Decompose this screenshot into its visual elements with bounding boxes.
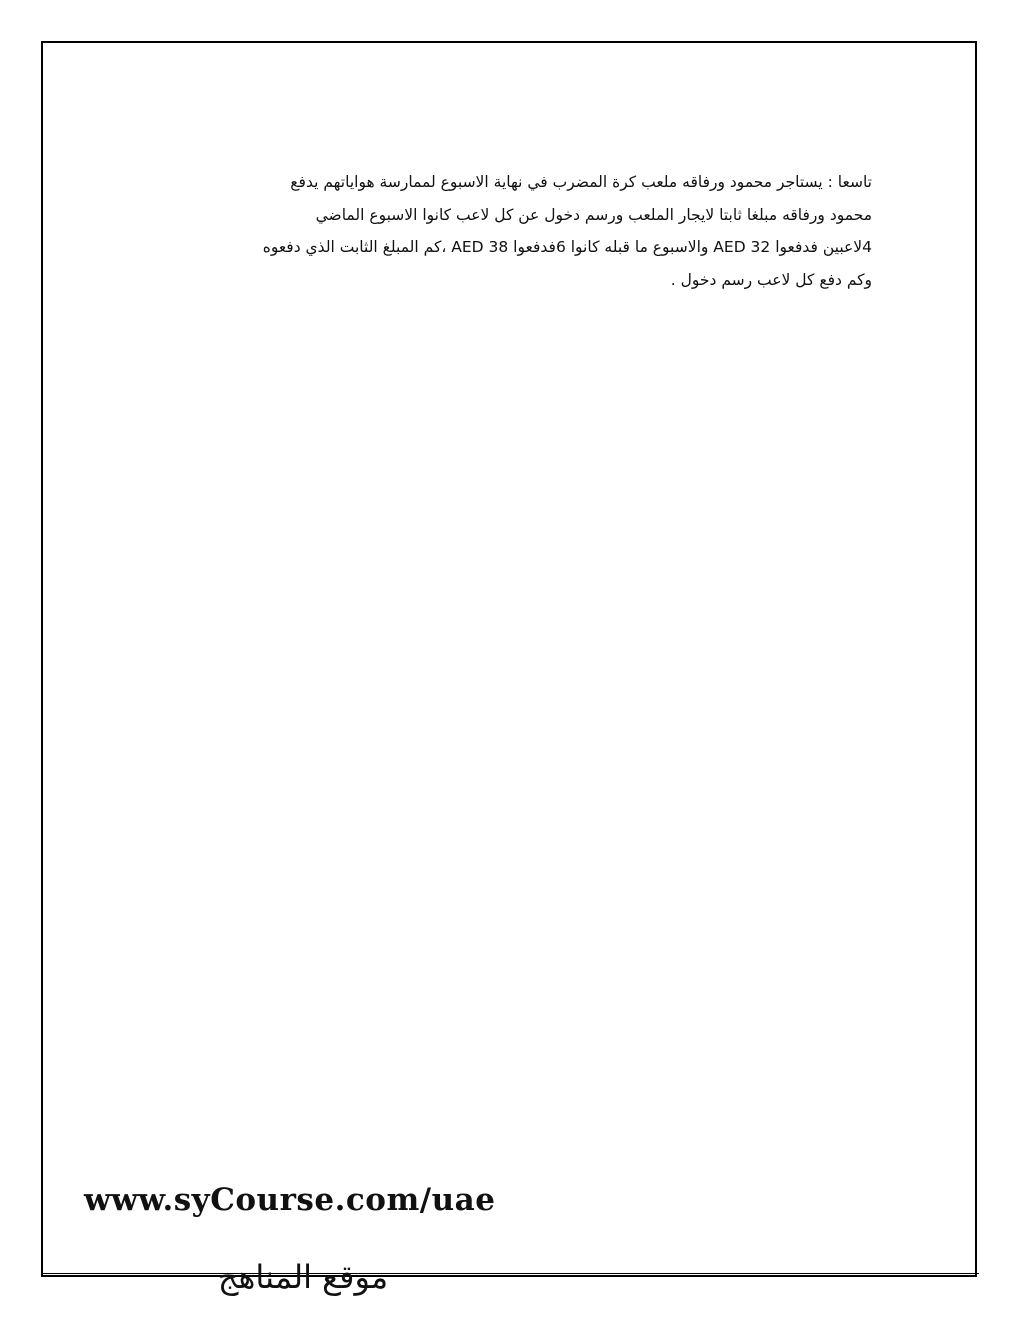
site-name-watermark: موقع المناهج xyxy=(217,1258,389,1296)
question-text xyxy=(150,166,872,296)
question-line-4: وكم دفع كل لاعب رسم دخول . xyxy=(670,270,872,289)
question-line-3: 4لاعبين فدفعوا AED 32 والاسبوع ما قبله كانوا 6فدفعوا AED 38 ،كم المبلغ الثابت الذي دفعوه xyxy=(262,238,872,257)
site-url-watermark: www.syCourse.com/uae xyxy=(84,1182,496,1218)
page-bottom-rule xyxy=(41,1273,979,1274)
question-line-1: تاسعا : يستاجر محمود ورفاقه ملعب كرة المضرب في نهاية الاسبوع لممارسة هواياتهم يدفع xyxy=(290,173,872,191)
question-line-2: محمود ورفاقه مبلغا ثابتا لايجار الملعب ورسم دخول عن كل لاعب كانوا الاسبوع الماضي xyxy=(315,205,872,224)
